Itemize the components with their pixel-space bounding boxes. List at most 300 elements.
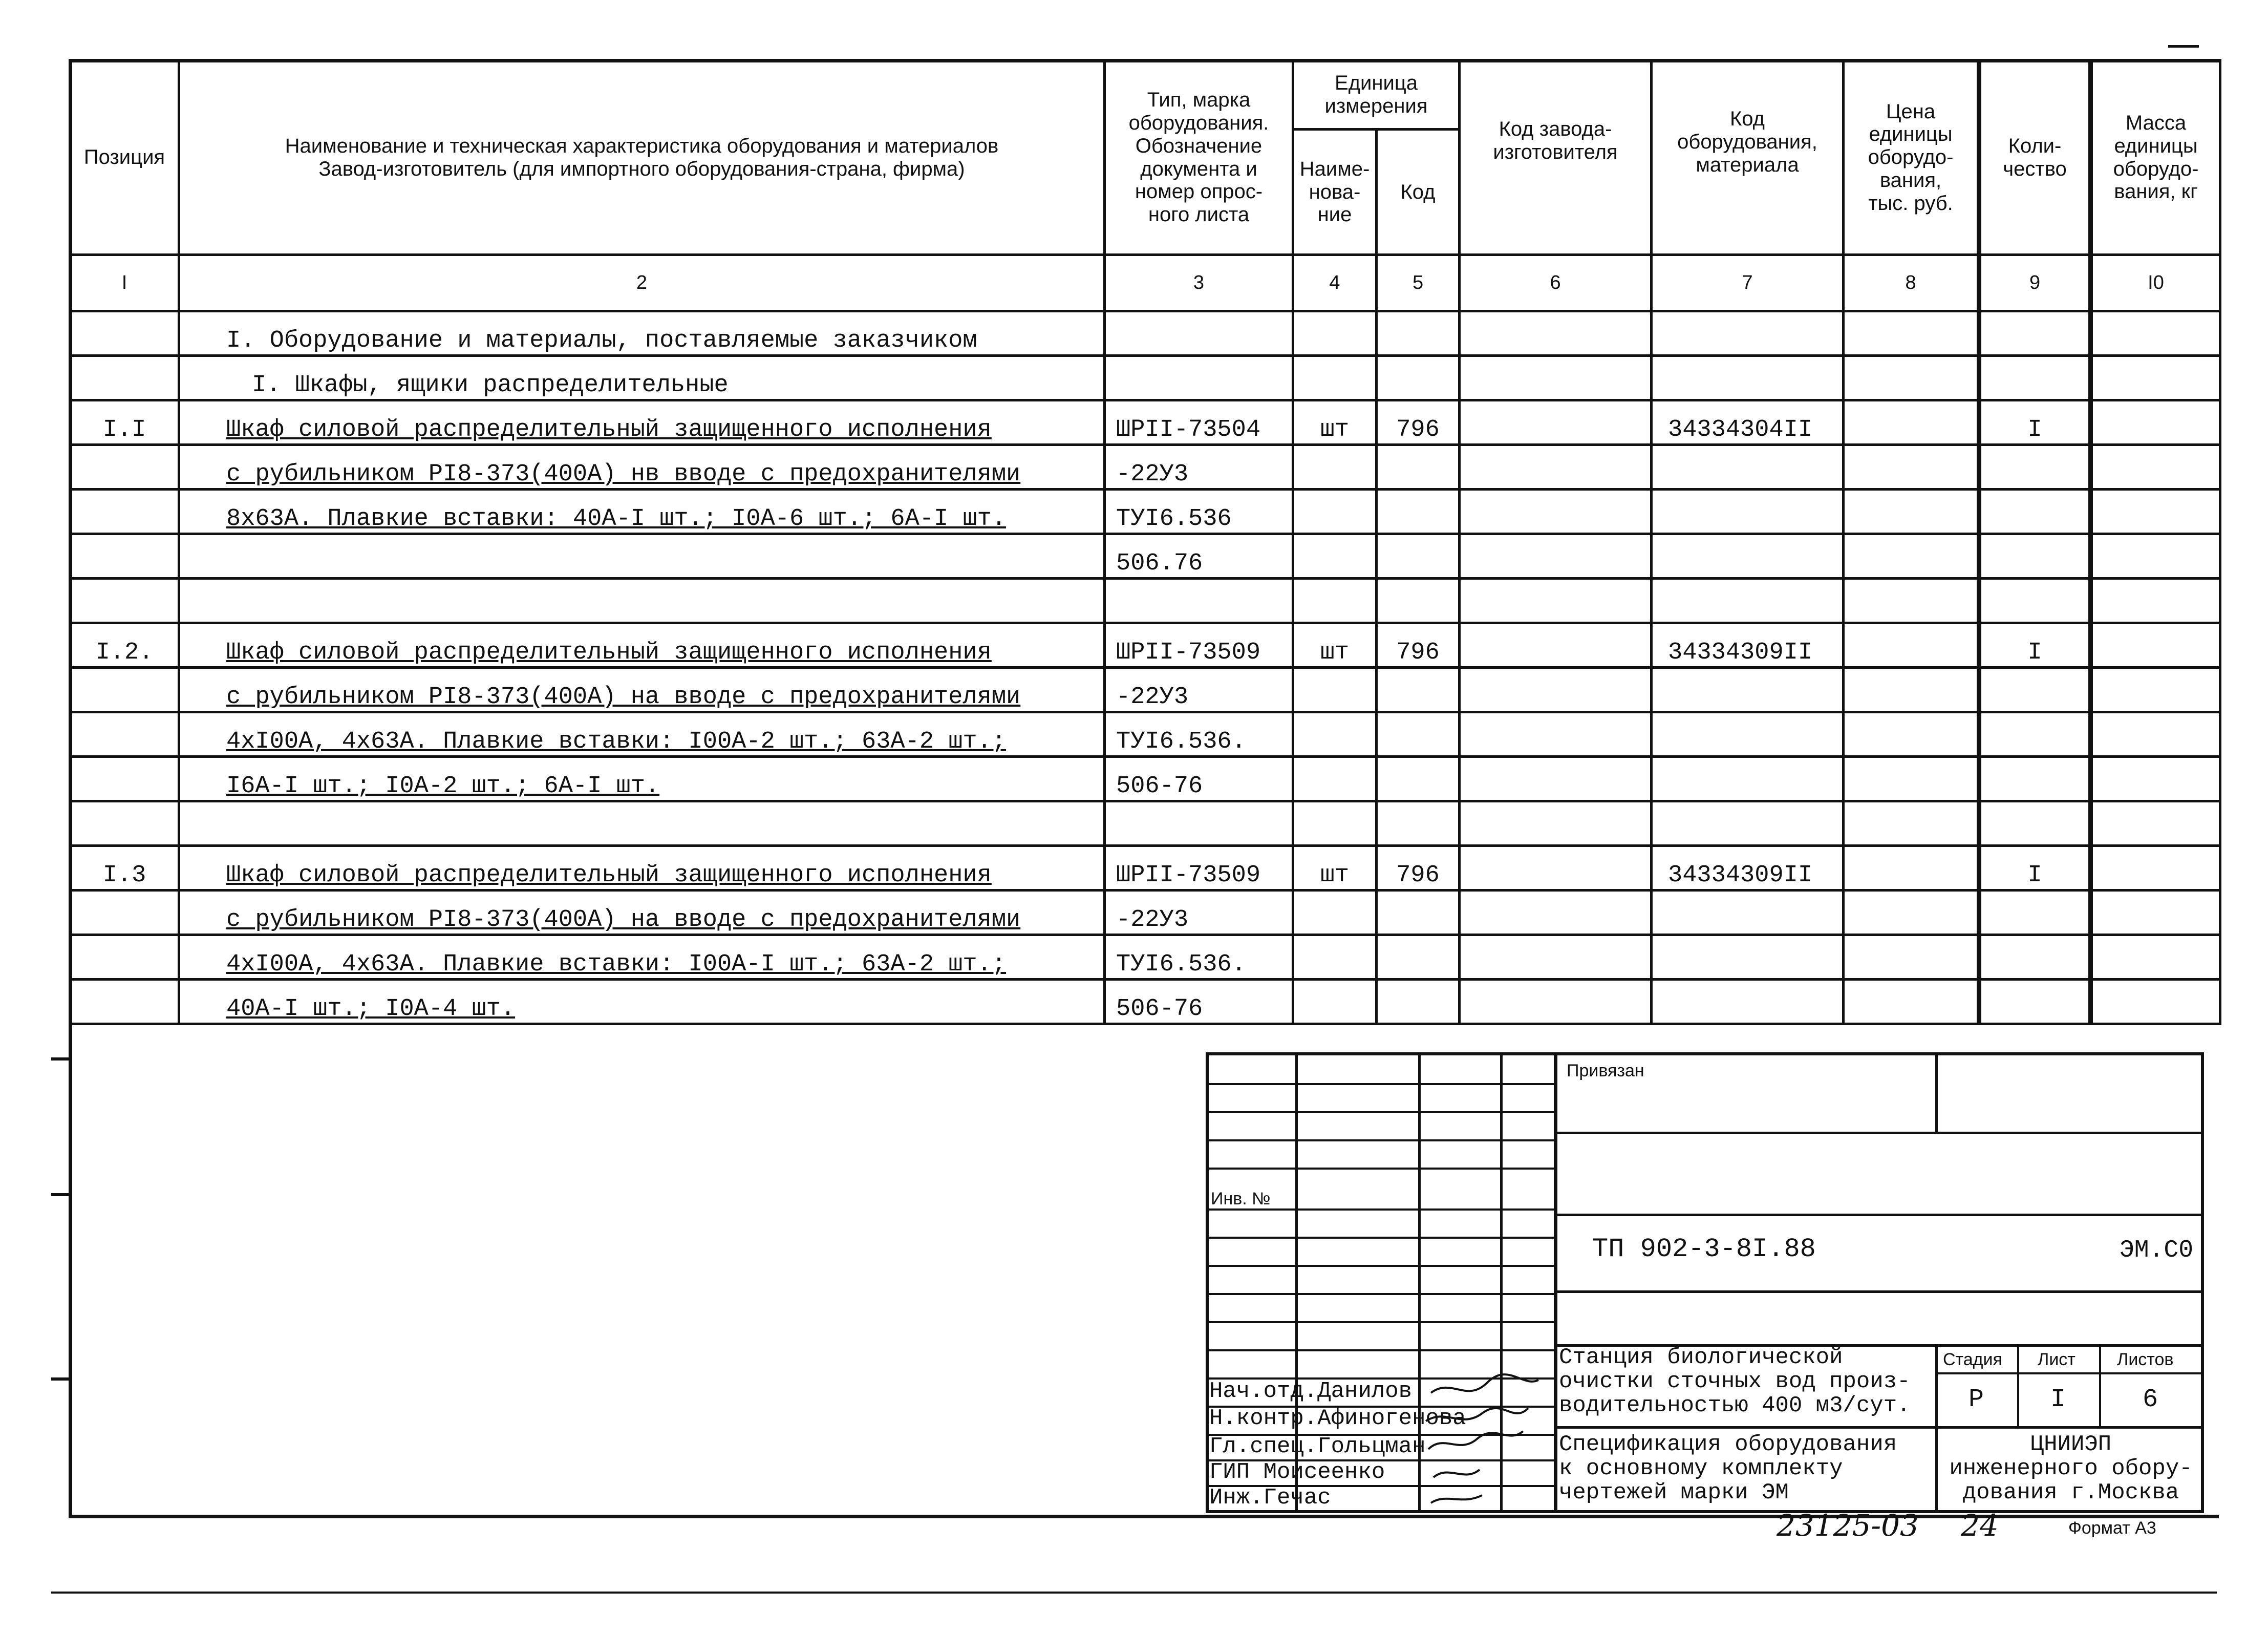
cell-quantity-text: I — [2027, 862, 2042, 889]
cell-type — [1105, 935, 1293, 980]
cell-type — [1105, 712, 1293, 757]
cell-equipment-code — [1652, 534, 1844, 579]
column-number: 7 — [1652, 255, 1844, 311]
header-mass-line: оборудо- — [2113, 157, 2199, 180]
table-row — [70, 801, 2220, 846]
table-row — [70, 534, 2220, 579]
column-number: I — [70, 255, 179, 311]
table-row — [70, 311, 2220, 356]
cell-position — [70, 311, 179, 356]
organization — [1943, 1433, 2199, 1505]
header-price-line: вания, — [1879, 168, 1942, 192]
cell-type — [1105, 801, 1293, 846]
cell-mass — [2091, 490, 2220, 534]
header-position: Позиция — [70, 60, 179, 255]
cell-unit-name-text: шт — [1320, 862, 1350, 889]
cell-name-text: 4xI00A, 4x63A. Плавкие вставки: I00A-I шт.; 63A-2 шт.; — [226, 951, 1007, 978]
cell-position-text: I.3 — [102, 862, 146, 889]
column-number: 5 — [1377, 255, 1460, 311]
column-number: 3 — [1105, 255, 1293, 311]
header-type-line: документа и — [1140, 157, 1257, 180]
cell-quantity — [1979, 668, 2091, 712]
header-name-line2: Завод-изготовитель (для импортного оборудования-страна, фирма) — [318, 157, 965, 180]
inventory-number-label: Инв. № — [1211, 1189, 1271, 1208]
cell-type — [1105, 356, 1293, 400]
cell-mass — [2091, 579, 2220, 623]
cell-position-text: I.2. — [95, 639, 154, 666]
cell-unit-name — [1293, 846, 1377, 890]
column-number: 4 — [1293, 255, 1377, 311]
corner-mark — [2168, 45, 2199, 48]
cell-name-text: I. Оборудование и материалы, поставляемые заказчиком — [226, 327, 977, 354]
cell-name — [179, 980, 1105, 1024]
header-price-line: Цена — [1886, 100, 1936, 123]
grid-line — [1935, 1344, 1938, 1513]
header-unit-code: Код — [1377, 130, 1460, 255]
signature-scribble — [1433, 1470, 1480, 1477]
header-factory-code-line: изготовителя — [1493, 140, 1618, 163]
cell-price — [1844, 801, 1979, 846]
organization-line: инженерного обору- — [1949, 1456, 2193, 1481]
header-unit-group-line: Единица — [1335, 72, 1418, 95]
cell-unit-code — [1377, 490, 1460, 534]
cell-factory-code — [1460, 400, 1652, 445]
cell-name-text: I. Шкафы, ящики распределительные — [252, 372, 729, 399]
grid-line — [1206, 1349, 1554, 1351]
cell-type — [1105, 445, 1293, 490]
signature-scribble — [1426, 1408, 1528, 1421]
cell-type-text: 506-76 — [1116, 995, 1203, 1023]
cell-factory-code — [1460, 668, 1652, 712]
header-type-line: Обозначение — [1135, 134, 1263, 157]
cell-name — [179, 490, 1105, 534]
project-title-line: водительностью 400 м3/сут. — [1559, 1393, 1911, 1418]
cell-factory-code — [1460, 846, 1652, 890]
cell-factory-code — [1460, 356, 1652, 400]
cell-equipment-code — [1652, 980, 1844, 1024]
cell-position — [70, 623, 179, 668]
cell-price — [1844, 445, 1979, 490]
header-unit-name-line: нова- — [1309, 180, 1361, 203]
cell-quantity-text: I — [2027, 639, 2042, 666]
cell-name-text: 8x63A. Плавкие вставки: 40A-I шт.; I0A-6 шт.; 6A-I шт. — [226, 505, 1007, 533]
cell-type-text: ШРII-73509 — [1116, 862, 1261, 889]
header-type-line: оборудования. — [1128, 111, 1269, 134]
header-equipment-code-line: Код — [1730, 108, 1765, 130]
cell-equipment-code — [1652, 846, 1844, 890]
cell-price — [1844, 935, 1979, 980]
page-number: 24 — [1961, 1508, 1999, 1543]
signature-scribble — [1431, 1374, 1538, 1393]
header-equipment-code-line: оборудования, — [1677, 130, 1817, 153]
cell-name — [179, 579, 1105, 623]
grid-line — [1554, 1132, 2204, 1134]
cell-equipment-code — [1652, 311, 1844, 356]
cell-factory-code — [1460, 890, 1652, 935]
cell-quantity — [1979, 490, 2091, 534]
cell-unit-name — [1293, 490, 1377, 534]
cell-mass — [2091, 846, 2220, 890]
signature-scribble — [1428, 1431, 1523, 1449]
cell-unit-code — [1377, 356, 1460, 400]
cell-name-text: с рубильником PI8-373(400A) на вводе с предохранителями — [226, 684, 1021, 711]
cell-price — [1844, 623, 1979, 668]
cell-price — [1844, 890, 1979, 935]
project-title-line: очистки сточных вод произ- — [1559, 1369, 1911, 1394]
cell-position — [70, 757, 179, 801]
cell-type-text: ТУI6.536. — [1116, 951, 1246, 978]
header-name — [179, 60, 1105, 255]
cell-unit-code — [1377, 890, 1460, 935]
table-row — [70, 712, 2220, 757]
cell-unit-code — [1377, 935, 1460, 980]
grid-line — [1554, 1214, 2204, 1216]
grid-line — [1206, 1111, 1554, 1113]
signer-engineer: Инж.Гечас — [1209, 1485, 1331, 1511]
grid-line — [1554, 1426, 2204, 1429]
grid-line — [1206, 1139, 1554, 1141]
bottom-rule — [51, 1592, 2217, 1594]
cell-quantity — [1979, 579, 2091, 623]
cell-price — [1844, 846, 1979, 890]
cell-mass — [2091, 311, 2220, 356]
cell-quantity — [1979, 623, 2091, 668]
cell-equipment-code — [1652, 712, 1844, 757]
cell-equipment-code-text: 34334309II — [1668, 862, 1813, 889]
signer-head-of-dept: Нач.отд.Данилов — [1209, 1378, 1413, 1404]
signer-norm-control: Н.контр.Афиногенова — [1209, 1406, 1466, 1431]
cell-price — [1844, 311, 1979, 356]
cell-name-text: с рубильником PI8-373(400A) на вводе с предохранителями — [226, 906, 1021, 934]
grid-line — [1206, 1237, 1554, 1239]
cell-name — [179, 801, 1105, 846]
cell-name-text: Шкаф силовой распределительный защищенного исполнения — [226, 639, 992, 666]
cell-type-text: ТУI6.536. — [1116, 728, 1246, 755]
cell-unit-code-text: 796 — [1396, 416, 1440, 443]
cell-name-text: Шкаф силовой распределительный защищенного исполнения — [226, 862, 992, 889]
cell-mass — [2091, 935, 2220, 980]
cell-unit-code-text: 796 — [1396, 862, 1440, 889]
edge-mark — [51, 1377, 72, 1381]
signer-chief-specialist: Гл.спец.Гольцман — [1209, 1434, 1426, 1459]
header-quantity — [1979, 60, 2091, 255]
cell-mass — [2091, 801, 2220, 846]
archive-number: 23125-03 — [1777, 1508, 1919, 1543]
header-quantity-line: чество — [2003, 157, 2067, 180]
cell-name-text: 40A-I шт.; I0A-4 шт. — [226, 995, 516, 1023]
cell-unit-name — [1293, 890, 1377, 935]
cell-mass — [2091, 400, 2220, 445]
header-type — [1105, 60, 1293, 255]
header-mass-line: Масса — [2125, 111, 2187, 134]
cell-factory-code — [1460, 980, 1652, 1024]
cell-type — [1105, 400, 1293, 445]
cell-unit-code — [1377, 534, 1460, 579]
header-mass-line: единицы — [2114, 134, 2198, 157]
header-factory-code — [1460, 60, 1652, 255]
cell-price — [1844, 534, 1979, 579]
cell-equipment-code — [1652, 935, 1844, 980]
cell-unit-code — [1377, 801, 1460, 846]
cell-factory-code — [1460, 757, 1652, 801]
cell-type — [1105, 890, 1293, 935]
column-number: I0 — [2091, 255, 2220, 311]
table-row — [70, 890, 2220, 935]
sheet-label: Лист — [2038, 1350, 2076, 1369]
cell-unit-code — [1377, 846, 1460, 890]
cell-name — [179, 668, 1105, 712]
grid-line — [1554, 1290, 2204, 1293]
cell-quantity — [1979, 534, 2091, 579]
cell-mass — [2091, 356, 2220, 400]
cell-price — [1844, 712, 1979, 757]
document-code: ТП 902-3-8I.88 — [1592, 1234, 1816, 1264]
document-mark: ЭМ.С0 — [2120, 1237, 2194, 1264]
cell-unit-name — [1293, 623, 1377, 668]
cell-factory-code — [1460, 579, 1652, 623]
cell-equipment-code — [1652, 400, 1844, 445]
header-price-line: оборудо- — [1868, 146, 1954, 169]
cell-quantity — [1979, 846, 2091, 890]
cell-mass — [2091, 445, 2220, 490]
table-row — [70, 445, 2220, 490]
cell-name — [179, 400, 1105, 445]
grid-line — [1206, 1265, 1554, 1267]
cell-type-text: 506.76 — [1116, 550, 1203, 577]
cell-unit-name — [1293, 579, 1377, 623]
signature-scribble — [1431, 1495, 1482, 1503]
cell-name — [179, 935, 1105, 980]
cell-factory-code — [1460, 311, 1652, 356]
table-row — [70, 846, 2220, 890]
cell-type-text: -22У3 — [1116, 906, 1189, 934]
header-mass — [2091, 60, 2220, 255]
cell-unit-code — [1377, 712, 1460, 757]
header-price — [1844, 60, 1979, 255]
cell-type-text: ШРII-73504 — [1116, 416, 1261, 443]
cell-type-text: 506-76 — [1116, 773, 1203, 800]
header-type-line: Тип, марка — [1147, 89, 1251, 112]
cell-type — [1105, 668, 1293, 712]
cell-equipment-code — [1652, 579, 1844, 623]
grid-line — [2017, 1344, 2019, 1426]
cell-unit-name-text: шт — [1320, 639, 1350, 666]
cell-unit-code — [1377, 757, 1460, 801]
cell-name — [179, 311, 1105, 356]
project-title-line: Станция биологической — [1559, 1345, 1843, 1370]
cell-quantity — [1979, 445, 2091, 490]
cell-name — [179, 890, 1105, 935]
edge-mark — [51, 1193, 72, 1196]
cell-type — [1105, 980, 1293, 1024]
cell-unit-name — [1293, 311, 1377, 356]
cell-name — [179, 534, 1105, 579]
cell-price — [1844, 490, 1979, 534]
edge-mark — [51, 1057, 72, 1061]
cell-name — [179, 712, 1105, 757]
cell-equipment-code-text: 34334309II — [1668, 639, 1813, 666]
cell-price — [1844, 757, 1979, 801]
cell-position — [70, 445, 179, 490]
table-row — [70, 623, 2220, 668]
cell-type — [1105, 757, 1293, 801]
cell-position — [70, 400, 179, 445]
column-number: 6 — [1460, 255, 1652, 311]
signature-scribbles — [1421, 1372, 1554, 1513]
cell-unit-code — [1377, 400, 1460, 445]
cell-price — [1844, 980, 1979, 1024]
column-number: 2 — [179, 255, 1105, 311]
cell-quantity — [1979, 712, 2091, 757]
cell-type — [1105, 490, 1293, 534]
cell-equipment-code — [1652, 623, 1844, 668]
cell-mass — [2091, 757, 2220, 801]
sheets-label: Листов — [2117, 1350, 2174, 1369]
cell-unit-name — [1293, 712, 1377, 757]
sheets-value: 6 — [2143, 1385, 2158, 1414]
cell-position-text: I.I — [102, 416, 146, 443]
cell-name-text: 4xI00A, 4x63A. Плавкие вставки: I00A-2 шт.; 63A-2 шт.; — [226, 728, 1007, 755]
specification-table — [69, 59, 2221, 1025]
cell-factory-code — [1460, 623, 1652, 668]
cell-quantity — [1979, 400, 2091, 445]
cell-equipment-code — [1652, 668, 1844, 712]
cell-factory-code — [1460, 445, 1652, 490]
cell-unit-code — [1377, 623, 1460, 668]
grid-line — [1206, 1293, 1554, 1295]
cell-name — [179, 445, 1105, 490]
cell-unit-code — [1377, 980, 1460, 1024]
cell-type — [1105, 623, 1293, 668]
cell-quantity — [1979, 890, 2091, 935]
cell-equipment-code-text: 34334304II — [1668, 416, 1813, 443]
cell-equipment-code — [1652, 890, 1844, 935]
cell-type — [1105, 579, 1293, 623]
cell-name — [179, 757, 1105, 801]
organization-line: ЦНИИЭП — [2030, 1432, 2112, 1457]
cell-quantity — [1979, 801, 2091, 846]
cell-equipment-code — [1652, 445, 1844, 490]
cell-quantity — [1979, 311, 2091, 356]
cell-factory-code — [1460, 534, 1652, 579]
header-unit-name-line: Наиме- — [1299, 157, 1370, 180]
header-factory-code-line: Код завода- — [1499, 118, 1612, 140]
cell-unit-name — [1293, 980, 1377, 1024]
cell-unit-name-text: шт — [1320, 416, 1350, 443]
column-number: 8 — [1844, 255, 1979, 311]
cell-unit-name — [1293, 935, 1377, 980]
privyazan-label: Привязан — [1567, 1061, 1644, 1080]
cell-mass — [2091, 980, 2220, 1024]
organization-line: дования г.Москва — [1962, 1480, 2179, 1505]
table-row — [70, 579, 2220, 623]
table-row — [70, 356, 2220, 400]
cell-quantity — [1979, 935, 2091, 980]
cell-quantity — [1979, 980, 2091, 1024]
cell-equipment-code — [1652, 757, 1844, 801]
column-number: 9 — [1979, 255, 2091, 311]
header-unit-name — [1293, 130, 1377, 255]
cell-name-text: Шкаф силовой распределительный защищенного исполнения — [226, 416, 992, 443]
table-row — [70, 400, 2220, 445]
cell-unit-code — [1377, 668, 1460, 712]
specification-title — [1559, 1433, 1897, 1505]
sheet-value: I — [2050, 1385, 2066, 1414]
cell-equipment-code — [1652, 490, 1844, 534]
grid-line — [1935, 1372, 2204, 1374]
header-price-line: единицы — [1869, 123, 1953, 146]
header-name-line1: Наименование и техническая характеристика оборудования и материалов — [285, 134, 999, 157]
stage-label: Стадия — [1943, 1350, 2002, 1369]
cell-name — [179, 623, 1105, 668]
cell-position — [70, 935, 179, 980]
cell-quantity-text: I — [2027, 416, 2042, 443]
cell-position — [70, 668, 179, 712]
cell-mass — [2091, 534, 2220, 579]
specification-title-line: чертежей марки ЭМ — [1559, 1480, 1789, 1505]
cell-equipment-code — [1652, 801, 1844, 846]
cell-position — [70, 890, 179, 935]
cell-type-text: -22У3 — [1116, 461, 1189, 488]
grid-line — [1206, 1083, 1554, 1085]
format-label: Формат А3 — [2068, 1518, 2156, 1538]
cell-equipment-code — [1652, 356, 1844, 400]
cell-unit-name — [1293, 757, 1377, 801]
cell-type — [1105, 846, 1293, 890]
cell-unit-name — [1293, 801, 1377, 846]
cell-mass — [2091, 890, 2220, 935]
cell-quantity — [1979, 757, 2091, 801]
project-title — [1559, 1346, 1911, 1418]
table-row — [70, 980, 2220, 1024]
cell-type — [1105, 534, 1293, 579]
table-row — [70, 668, 2220, 712]
cell-unit-code — [1377, 311, 1460, 356]
cell-factory-code — [1460, 712, 1652, 757]
cell-unit-name — [1293, 445, 1377, 490]
column-numbers-row — [70, 255, 2220, 311]
cell-position — [70, 356, 179, 400]
cell-factory-code — [1460, 801, 1652, 846]
cell-unit-name — [1293, 534, 1377, 579]
specification-title-line: к основному комплекту — [1559, 1456, 1843, 1481]
signer-chief-engineer: ГИП Моисеенко — [1209, 1459, 1385, 1485]
grid-line — [1206, 1321, 1554, 1323]
stage-value: Р — [1969, 1385, 1984, 1414]
cell-name — [179, 846, 1105, 890]
cell-type-text: -22У3 — [1116, 684, 1189, 711]
cell-name-text: I6A-I шт.; I0A-2 шт.; 6A-I шт. — [226, 773, 660, 800]
cell-position — [70, 846, 179, 890]
header-quantity-line: Коли- — [2008, 134, 2062, 157]
cell-name-text: с рубильником PI8-373(400A) нв вводе с предохранителями — [226, 461, 1021, 488]
cell-position — [70, 534, 179, 579]
cell-unit-code — [1377, 445, 1460, 490]
cell-type-text: ТУI6.536 — [1116, 505, 1232, 533]
header-price-line: тыс. руб. — [1868, 192, 1953, 215]
header-unit-group — [1293, 60, 1460, 130]
header-mass-line: вания, кг — [2114, 180, 2198, 203]
cell-type-text: ШРII-73509 — [1116, 639, 1261, 666]
grid-line — [1935, 1052, 1938, 1134]
grid-line — [1206, 1168, 1554, 1170]
cell-name — [179, 356, 1105, 400]
table-row — [70, 757, 2220, 801]
cell-price — [1844, 668, 1979, 712]
header-row-1 — [70, 60, 2220, 130]
cell-price — [1844, 400, 1979, 445]
header-unit-group-line: измерения — [1324, 95, 1428, 117]
